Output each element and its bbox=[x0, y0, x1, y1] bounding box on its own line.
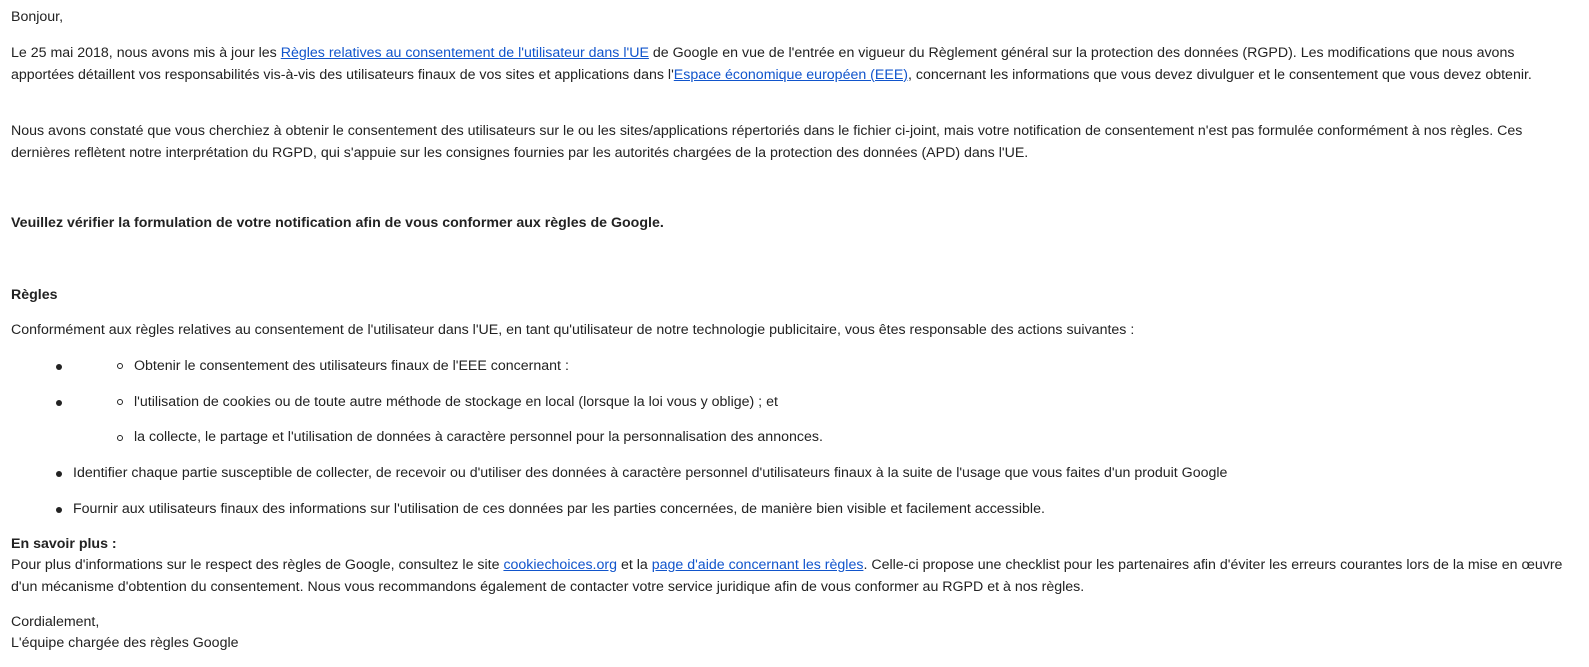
bullet-disc-icon bbox=[56, 400, 62, 406]
greeting: Bonjour, bbox=[11, 9, 64, 25]
cookiechoices-link[interactable]: cookiechoices.org bbox=[503, 557, 617, 573]
list-item: Identifier chaque partie susceptible de collecter, de recevoir ou d'utiliser des données à caractère personnel d'utilisateurs finaux à la suite de l'usage que vous faites d'un produit Google bbox=[73, 465, 1228, 481]
learn-more-text-2: et la bbox=[617, 557, 652, 573]
notice-text: Veuillez vérifier la formulation de votre notification afin de vous conformer aux règles de Google. bbox=[11, 215, 664, 231]
finding-paragraph: Nous avons constaté que vous cherchiez à obtenir le consentement des utilisateurs sur le ou les sites/applications répertoriés dans le fichier ci-joint, mais votre notification de consentement n'est pas formulée conformément à nos règles. Ces dernières reflètent notre interprétation du RGPD, qui s'appuie sur les consignes fournies par les autorités chargées de la protection des données (APD) dans l'UE. bbox=[11, 123, 1523, 161]
list-item: Obtenir le consentement des utilisateurs finaux de l'EEE concernant : bbox=[134, 358, 569, 374]
intro-text-3: , concernant les informations que vous devez divulguer et le consentement que vous devez obtenir. bbox=[908, 66, 1532, 83]
signature: L'équipe chargée des règles Google bbox=[11, 635, 239, 651]
list-item: l'utilisation de cookies ou de toute autre méthode de stockage en local (lorsque la loi vous y oblige) ; et bbox=[134, 394, 778, 410]
rules-heading: Règles bbox=[11, 287, 58, 303]
bullet-circle-icon bbox=[117, 399, 123, 405]
learn-more-text-1: Pour plus d'informations sur le respect des règles de Google, consultez le site bbox=[11, 557, 504, 573]
eu-consent-policy-link[interactable]: Règles relatives au consentement de l'utilisateur dans l'UE bbox=[280, 45, 649, 61]
bullet-disc-icon bbox=[56, 471, 62, 477]
list-item: la collecte, le partage et l'utilisation de données à caractère personnel pour la personnalisation des annonces. bbox=[134, 429, 823, 445]
bullet-circle-icon bbox=[117, 435, 123, 441]
bullet-disc-icon bbox=[56, 364, 62, 370]
intro-paragraph bbox=[11, 43, 1575, 86]
eea-link[interactable]: Espace économique européen (EEE) bbox=[673, 66, 909, 83]
learn-more-heading: En savoir plus : bbox=[11, 536, 117, 552]
intro-text-1: Le 25 mai 2018, nous avons mis à jour les bbox=[11, 45, 281, 61]
bullet-disc-icon bbox=[56, 507, 62, 513]
list-item: Fournir aux utilisateurs finaux des informations sur l'utilisation de ces données par les parties concernées, de manière bien visible et facilement accessible. bbox=[73, 501, 1045, 517]
policy-help-page-link[interactable]: page d'aide concernant les règles bbox=[651, 557, 864, 573]
learn-more-text-3: . Celle-ci propose une checklist pour les partenaires afin d'éviter les erreurs courantes lors de la mise en œuvre d'un mécanisme d'obtention du consentement. Nous vous recommandons également de contacter votre service juridique afin de vous conformer au RGPD et à nos règles. bbox=[11, 557, 1563, 595]
closing: Cordialement, bbox=[11, 614, 100, 630]
bullet-circle-icon bbox=[117, 363, 123, 369]
learn-more-paragraph bbox=[11, 555, 1575, 598]
rules-intro: Conformément aux règles relatives au consentement de l'utilisateur dans l'UE, en tant qu'utilisateur de notre technologie publicitaire, vous êtes responsable des actions suivantes : bbox=[11, 322, 1135, 338]
intro-text-2: de Google en vue de l'entrée en vigueur du Règlement général sur la protection des données (RGPD). Les modifications que nous avons apportées détaillent vos responsabilités vis-à-vis des utilisateurs finaux de vos sites et applications dans l' bbox=[11, 45, 1515, 83]
